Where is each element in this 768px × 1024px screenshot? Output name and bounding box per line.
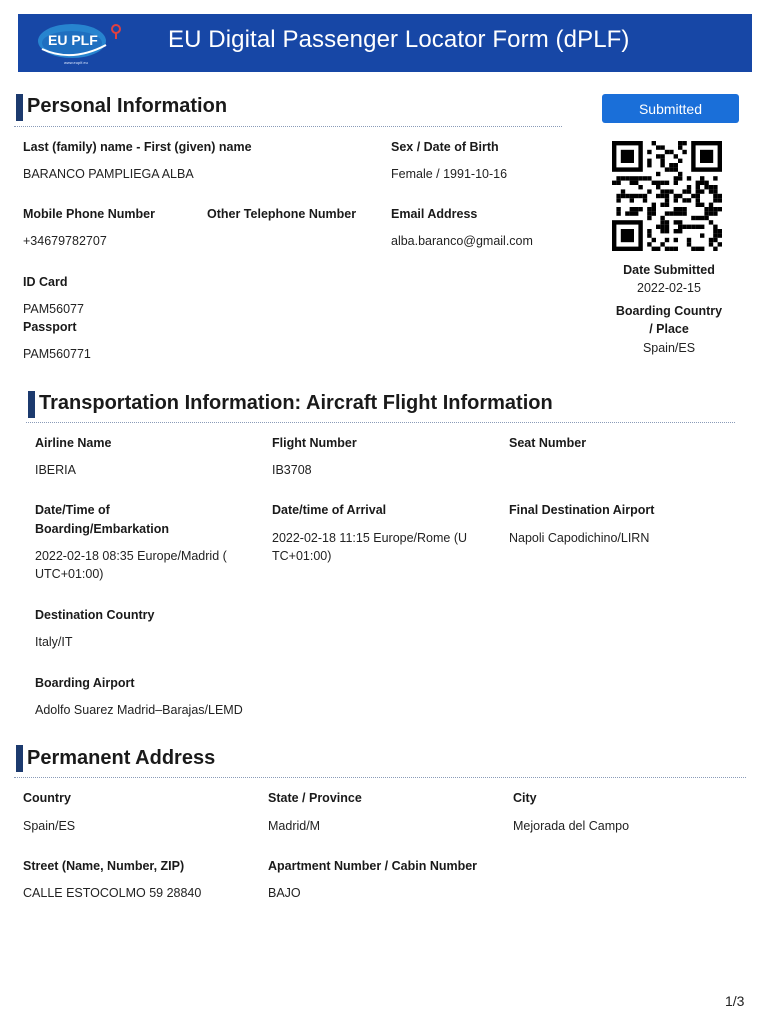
section-marker <box>28 391 35 418</box>
date-submitted-value: 2022-02-15 <box>637 281 701 295</box>
boarding-datetime-value-2: UTC+01:00) <box>35 567 104 581</box>
page-title: EU Digital Passenger Locator Form (dPLF) <box>168 26 630 53</box>
passport-label: Passport <box>23 320 77 334</box>
flight-number-value: IB3708 <box>272 463 312 477</box>
section-divider <box>26 422 735 423</box>
arrival-datetime-value: 2022-02-18 11:15 Europe/Rome (U <box>272 531 468 545</box>
street-label: Street (Name, Number, ZIP) <box>23 859 185 873</box>
mobile-label: Mobile Phone Number <box>23 207 155 221</box>
state-value: Madrid/M <box>268 819 321 833</box>
city-label: City <box>513 791 537 805</box>
state-label: State / Province <box>268 791 362 805</box>
boarding-datetime-value: 2022-02-18 08:35 Europe/Madrid ( <box>35 549 227 563</box>
destination-country-value: Italy/IT <box>35 635 73 649</box>
boarding-datetime-label: Date/Time of <box>35 503 110 517</box>
arrival-datetime-value-2: TC+01:00) <box>272 549 332 563</box>
name-label: Last (family) name - First (given) name <box>23 140 252 154</box>
boarding-airport-value: Adolfo Suarez Madrid–Barajas/LEMD <box>35 703 243 717</box>
name-value: BARANCO PAMPLIEGA ALBA <box>23 167 194 181</box>
qr-code <box>612 141 727 251</box>
final-destination-label: Final Destination Airport <box>509 503 655 517</box>
city-value: Mejorada del Campo <box>513 819 630 833</box>
eu-plf-logo <box>34 19 134 67</box>
permanent-address-title: Permanent Address <box>27 747 216 769</box>
logo-url: www.euplf.eu <box>64 60 88 65</box>
country-value: Spain/ES <box>23 819 76 833</box>
page-number: 1/3 <box>725 993 745 1009</box>
logo-text: EU PLF <box>48 32 98 48</box>
airline-label: Airline Name <box>35 436 112 450</box>
email-value: alba.baranco@gmail.com <box>391 234 533 248</box>
final-destination-value: Napoli Capodichino/LIRN <box>509 531 650 545</box>
submitted-status-button[interactable]: Submitted <box>602 94 739 123</box>
email-label: Email Address <box>391 207 478 221</box>
sex-dob-value: Female / 1991-10-16 <box>391 167 508 181</box>
country-label: Country <box>23 791 71 805</box>
seat-number-label: Seat Number <box>509 436 587 450</box>
personal-info-title: Personal Information <box>27 95 228 117</box>
destination-country-label: Destination Country <box>35 608 155 622</box>
id-card-label: ID Card <box>23 275 68 289</box>
boarding-place-label: / Place <box>649 322 689 336</box>
transport-info-title: Transportation Information: Aircraft Flight Information <box>39 392 553 414</box>
other-phone-label: Other Telephone Number <box>207 207 357 221</box>
boarding-datetime-label-2: Boarding/Embarkation <box>35 522 170 536</box>
arrival-datetime-label: Date/time of Arrival <box>272 503 387 517</box>
airline-value: IBERIA <box>35 463 76 477</box>
apartment-label: Apartment Number / Cabin Number <box>268 859 478 873</box>
boarding-country-value: Spain/ES <box>642 341 696 355</box>
section-divider <box>14 777 746 778</box>
boarding-airport-label: Boarding Airport <box>35 676 135 690</box>
mobile-value: +34679782707 <box>23 234 107 248</box>
apartment-value: BAJO <box>268 886 301 900</box>
passport-value: PAM560771 <box>23 347 91 361</box>
date-submitted-label: Date Submitted <box>623 263 715 277</box>
header-banner <box>18 14 752 72</box>
sex-dob-label: Sex / Date of Birth <box>391 140 499 154</box>
section-marker <box>16 745 23 772</box>
id-card-value: PAM56077 <box>23 302 84 316</box>
street-value: CALLE ESTOCOLMO 59 28840 <box>23 886 202 900</box>
section-divider <box>14 126 562 127</box>
boarding-country-label: Boarding Country <box>615 304 723 318</box>
flight-number-label: Flight Number <box>272 436 357 450</box>
section-marker <box>16 94 23 121</box>
